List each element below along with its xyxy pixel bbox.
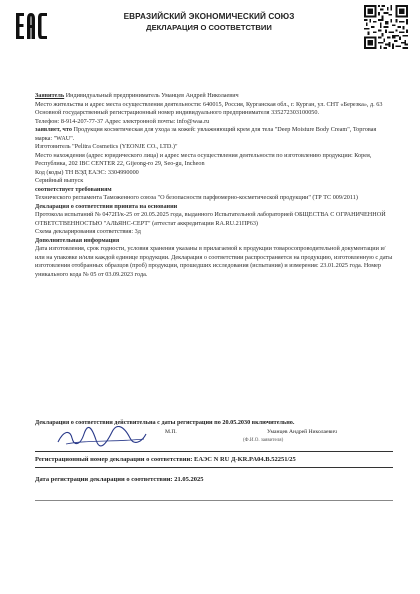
applicant-ogrn: Основной государственный регистрационный номер индивидуального предпринимателя 335272303100050. <box>35 109 320 116</box>
declaration-body <box>35 92 393 279</box>
divider-middle <box>35 467 393 468</box>
registration-number: ЕАЭС N RU Д-KR.PA04.B.52251/25 <box>194 456 296 463</box>
validity-prefix: Декларация о соответствии действительна с даты регистрации по <box>35 419 223 426</box>
signatory-name: Уманцев Андрей Николаевич <box>267 429 337 435</box>
manufacturer-address: Место нахождения (адрес юридического лица) и адрес места осуществления деятельности по изготовлению продукции: Корея, Республика, 202 IBC CENTER 22, Gijeong-ro 29, Seo-gu, Incheon <box>35 151 372 167</box>
conformity-label: соответствует требованиям <box>35 185 112 193</box>
document-title: ДЕКЛАРАЦИЯ О СООТВЕТСТВИИ <box>146 23 272 32</box>
declares-line <box>35 126 393 143</box>
union-name: ЕВРАЗИЙСКИЙ ЭКОНОМИЧЕСКИЙ СОЮЗ <box>123 12 295 21</box>
eac-logo <box>14 10 54 42</box>
basis-label: Декларация о соответствии принята на основании <box>35 202 178 210</box>
additional-text: Дата изготовления, срок годности, условия хранения указаны в прилагаемой к продукции товаросопроводительной документации и/или на упаковке и/или каждой единице продукции. Декларация о соответствии распространяется на продукцию, изготовленную с даты изготовления отобранных образцов (проб) продукции, прошедших исследования (испытания) и измерения: 23.01.2025 года. Номер уникального кода № 05 от 03.09.2023 года. <box>35 245 393 278</box>
conformity-text: Технического регламента Таможенного союза "О безопасности парфюмерно-косметической продукции" (ТР ТС 009/2011) <box>35 194 358 201</box>
divider-bottom <box>35 500 393 501</box>
scheme-text: Схема декларирования соответствия: 3д <box>35 228 141 235</box>
applicant-address: Место жительства и адрес места осуществления деятельности: 640015, Россия, Курганская обл., г. Курган, ул. СНТ «Березка», д. 63 <box>35 100 383 108</box>
additional-label: Дополнительная информация <box>35 236 120 244</box>
applicant-contacts: Телефон: 8-914-207-77-37 Адрес электронной почты: info@waa.ru <box>35 117 210 125</box>
qr-code-icon <box>364 5 408 49</box>
serial-release: Серийный выпуск <box>35 177 84 184</box>
validity-date: 20.05.2030 включительно. <box>222 419 295 426</box>
tnved-code: Код (коды) ТН ВЭД ЕАЭС: 3304990000 <box>35 168 139 176</box>
applicant-line <box>35 92 393 101</box>
registration-number-label: Регистрационный номер декларации о соответствии: <box>35 456 195 463</box>
handwritten-signature <box>56 426 148 448</box>
applicant-label: Заявитель <box>35 92 65 99</box>
signatory-caption: (Ф.И.О. заявителя) <box>243 438 284 443</box>
manufacturer-name: Изготовитель "Pelitra Cosmetics (YEONJE CO., LTD.)" <box>35 143 178 150</box>
registration-date: 21.05.2025 <box>174 476 204 483</box>
divider-top <box>35 451 393 452</box>
basis-text: Протокола испытаний № 0472П/к-25 от 20.05.2025 года, выданного Испытательной лабораторией ОБЩЕСТВА С ОГРАНИЧЕННОЙ ОТВЕТСТВЕННОСТЬЮ "АЛЬЯНС-СЕРТ" (аттестат аккредитации RA.RU.21ПР63) <box>35 211 386 227</box>
registration-date-label: Дата регистрации декларации о соответствии: <box>35 476 175 483</box>
declares-text: Продукция косметическая для ухода за кожей: увлажняющий крем для тела "Deep Moisture Body Cream", Торговая марка: "WAU". <box>35 126 377 142</box>
applicant-text: Индивидуальный предприниматель Уманцев Андрей Николаевич <box>64 92 239 99</box>
declares-label: заявляет, что <box>35 126 72 133</box>
registration-number-line <box>35 455 393 464</box>
document-header <box>74 11 344 33</box>
registration-date-line <box>35 475 393 484</box>
stamp-placeholder: М.П. <box>165 429 177 435</box>
